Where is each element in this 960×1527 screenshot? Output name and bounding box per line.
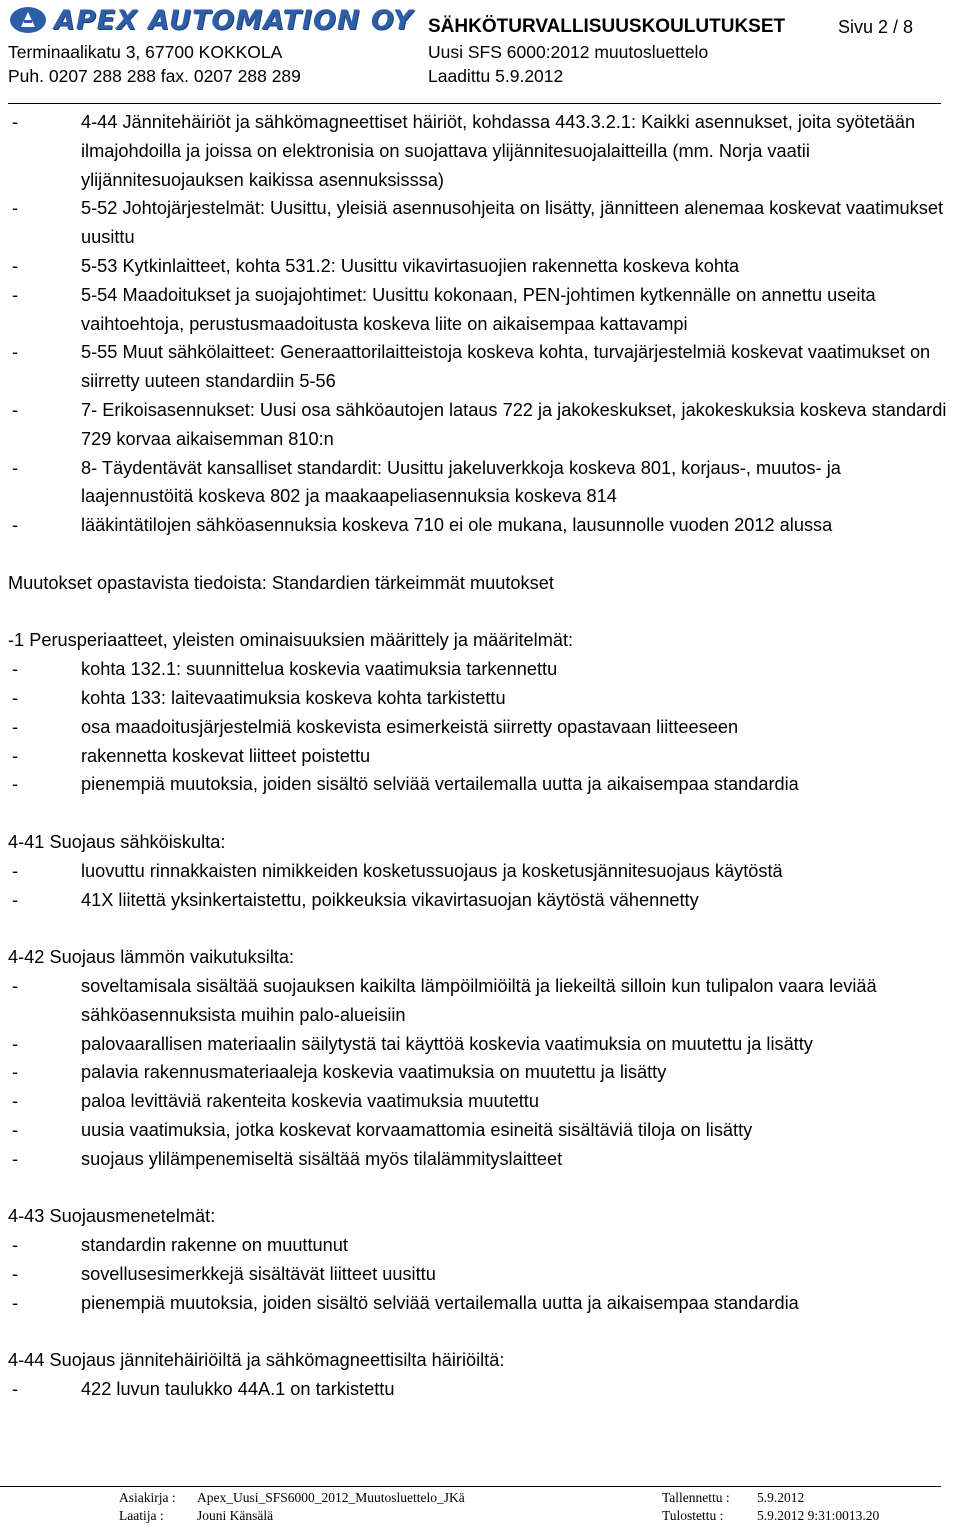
list-item: - osa maadoitusjärjestelmiä koskevista esimerkeistä siirretty opastavaan liitteeseen bbox=[8, 713, 953, 742]
standard-section bbox=[8, 1346, 953, 1404]
list-item: - 41X liitettä yksinkertaistettu, poikkeuksia vikavirtasuojan käytöstä vähennetty bbox=[8, 886, 953, 915]
list-item: - 5-53 Kytkinlaitteet, kohta 531.2: Uusittu vikavirtasuojien rakennetta koskeva kohta bbox=[8, 252, 953, 281]
footer-document-label: Asiakirja : bbox=[119, 1490, 176, 1505]
list-item: - palovaarallisen materiaalin säilytystä tai käyttöä koskevia vaatimuksia on muutettu ja lisätty bbox=[8, 1030, 953, 1059]
section-heading: -1 Perusperiaatteet, yleisten ominaisuuksien määrittely ja määritelmät: bbox=[8, 630, 574, 651]
footer-document-value: Apex_Uusi_SFS6000_2012_Muutosluettelo_JKä bbox=[197, 1490, 465, 1505]
list-item: - palavia rakennusmateriaaleja koskevia vaatimuksia on muutettu ja lisätty bbox=[8, 1058, 953, 1087]
document-body bbox=[8, 108, 953, 1404]
header-divider bbox=[8, 103, 941, 104]
list-item: - lääkintätilojen sähköasennuksia koskeva 710 ei ole mukana, lausunnolle vuoden 2012 alussa bbox=[8, 511, 953, 540]
page-header bbox=[0, 0, 960, 100]
list-item: - paloa levittäviä rakenteita koskevia vaatimuksia muutettu bbox=[8, 1087, 953, 1116]
footer-author-value: Jouni Känsälä bbox=[197, 1508, 274, 1523]
footer-labels-right bbox=[662, 1489, 730, 1525]
list-item: - sovellusesimerkkejä sisältävät liitteet uusittu bbox=[8, 1260, 953, 1289]
standard-section bbox=[8, 828, 953, 914]
sections-container bbox=[8, 626, 953, 1404]
footer-saved-value: 5.9.2012 bbox=[757, 1490, 805, 1505]
list-item: - 8- Täydentävät kansalliset standardit: Uusittu jakeluverkkoja koskeva 801, korjaus-, muutos- ja laajennustöitä koskeva 802 ja maakaapeliasennuksia koskeva 814 bbox=[8, 454, 953, 512]
section-heading: 4-42 Suojaus lämmön vaikutuksilta: bbox=[8, 947, 295, 968]
footer-labels-left bbox=[119, 1489, 176, 1525]
document-date: Laadittu 5.9.2012 bbox=[428, 66, 564, 86]
list-item: - standardin rakenne on muuttunut bbox=[8, 1231, 953, 1260]
footer-printed-label: Tulostettu : bbox=[662, 1508, 724, 1523]
section-heading: 4-43 Suojausmenetelmät: bbox=[8, 1206, 216, 1227]
section-change-list bbox=[8, 972, 953, 1174]
company-phone: Puh. 0207 288 288 fax. 0207 288 289 bbox=[8, 66, 301, 86]
standard-section bbox=[8, 626, 953, 799]
apex-logo-icon bbox=[8, 5, 48, 35]
list-item: - 5-52 Johtojärjestelmät: Uusittu, yleisiä asennusohjeita on lisätty, jännitteen alenemaa koskevat vaatimukset uusittu bbox=[8, 194, 953, 252]
company-logo bbox=[8, 3, 413, 37]
document-info bbox=[428, 14, 785, 88]
list-item: - luovuttu rinnakkaisten nimikkeiden kosketussuojaus ja kosketusjännitesuojaus käytöstä bbox=[8, 857, 953, 886]
footer-saved-label: Tallennettu : bbox=[662, 1490, 730, 1505]
list-item: - 422 luvun taulukko 44A.1 on tarkistettu bbox=[8, 1375, 953, 1404]
page-number: Sivu 2 / 8 bbox=[838, 17, 914, 37]
section-heading: 4-41 Suojaus sähköiskulta: bbox=[8, 831, 226, 852]
footer-values-right bbox=[757, 1489, 879, 1525]
logo-text: APEX AUTOMATION OY bbox=[54, 4, 414, 36]
document-title: SÄHKÖTURVALLISUUSKOULUTUKSET bbox=[428, 16, 786, 37]
section-change-list bbox=[8, 655, 953, 799]
list-item: - rakennetta koskevat liitteet poistettu bbox=[8, 742, 953, 771]
section-heading: 4-44 Suojaus jännitehäiriöiltä ja sähkömagneettisilta häiriöiltä: bbox=[8, 1350, 505, 1371]
list-item: - 5-54 Maadoitukset ja suojajohtimet: Uusittu kokonaan, PEN-johtimen kytkennälle on annettu useita vaihtoehtoja, perustusmaadoitusta koskeva liite on aikaisempaa kattavampi bbox=[8, 281, 953, 339]
footer-author-label: Laatija : bbox=[119, 1508, 164, 1523]
footer-divider bbox=[0, 1486, 941, 1487]
footer-values-left bbox=[197, 1489, 465, 1525]
company-contact bbox=[8, 40, 301, 88]
list-item: - soveltamisala sisältää suojauksen kaikilta lämpöilmiöiltä ja liekeiltä silloin kun tulipalon vaara leviää sähköasennuksista muihin palo-alueisiin bbox=[8, 972, 953, 1030]
list-item: - kohta 133: laitevaatimuksia koskeva kohta tarkistettu bbox=[8, 684, 953, 713]
list-item: - 5-55 Muut sähkölaitteet: Generaattorilaitteistoja koskeva kohta, turvajärjestelmiä koskevat vaatimukset on siirretty uuteen standardiin 5-56 bbox=[8, 338, 953, 396]
list-item: - 7- Erikoisasennukset: Uusi osa sähköautojen lataus 722 ja jakokeskukset, jakokeskuksia koskeva standardi 729 korvaa aikaisemman 810:n bbox=[8, 396, 953, 454]
list-item: - pienempiä muutoksia, joiden sisältö selviää vertailemalla uutta ja aikaisempaa standardia bbox=[8, 1289, 953, 1318]
section-change-list bbox=[8, 1375, 953, 1404]
intro-change-list bbox=[8, 108, 953, 540]
document-subtitle: Uusi SFS 6000:2012 muutosluettelo bbox=[428, 42, 709, 62]
list-item: - kohta 132.1: suunnittelua koskevia vaatimuksia tarkennettu bbox=[8, 655, 953, 684]
changes-heading: Muutokset opastavista tiedoista: Standardien tärkeimmät muutokset bbox=[8, 572, 554, 593]
standard-section bbox=[8, 943, 953, 1173]
list-item: - uusia vaatimuksia, jotka koskevat korvaamattomia esineitä sisältäviä tiloja on lisätty bbox=[8, 1116, 953, 1145]
list-item: - suojaus ylilämpenemiseltä sisältää myös tilalämmityslaitteet bbox=[8, 1145, 953, 1174]
section-change-list bbox=[8, 857, 953, 915]
standard-section bbox=[8, 1202, 953, 1317]
intro-heading-block bbox=[8, 569, 953, 598]
list-item: - 4-44 Jännitehäiriöt ja sähkömagneettiset häiriöt, kohdassa 443.3.2.1: Kaikki asennukset, joita syötetään ilmajohdoilla ja joissa on elektronisia on suojattava ylijännitesuojalaitteilla (mm. Norja vaatii ylijännitesuojauksen kaikissa asennuksisssa) bbox=[8, 108, 953, 194]
company-address: Terminaalikatu 3, 67700 KOKKOLA bbox=[8, 42, 283, 62]
section-change-list bbox=[8, 1231, 953, 1317]
footer-printed-value: 5.9.2012 9:31:0013.20 bbox=[757, 1508, 880, 1523]
list-item: - pienempiä muutoksia, joiden sisältö selviää vertailemalla uutta ja aikaisempaa standardia bbox=[8, 770, 953, 799]
